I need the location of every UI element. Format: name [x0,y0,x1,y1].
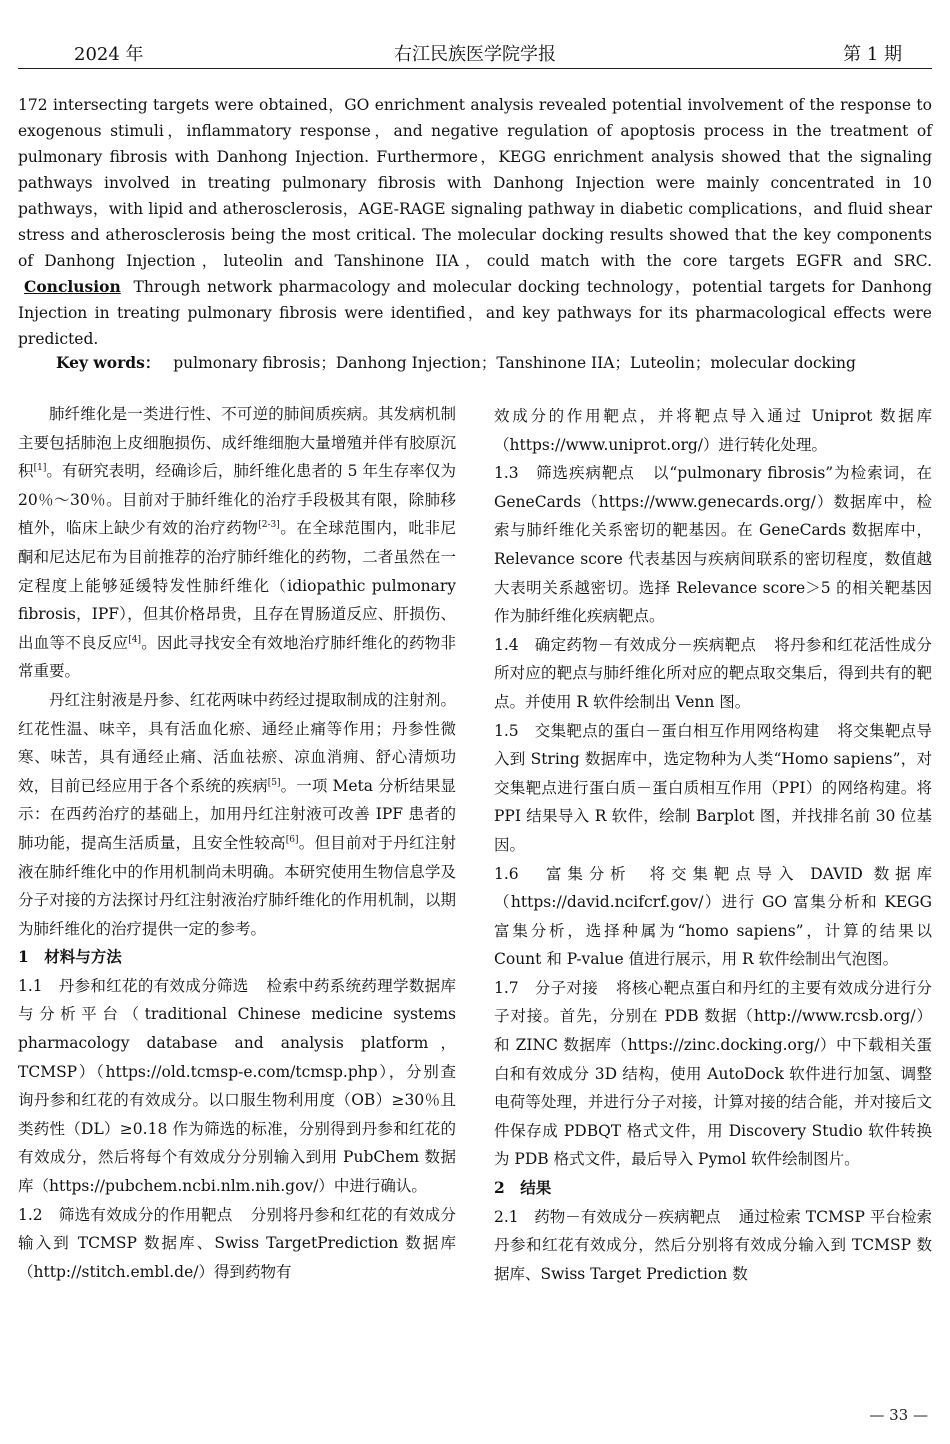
subsection-title: 1.2 筛选有效成分的作用靶点 [18,1205,233,1224]
subsection-title: 1.4 确定药物－有效成分－疾病靶点 [494,635,757,654]
citation-1[interactable]: [1] [33,463,47,474]
subsection-1-5: 1.5 交集靶点的蛋白－蛋白相互作用网络构建 将交集靶点导入到 String 数据库中，选定物种为人类“Homo sapiens”，对交集靶点进行蛋白质－蛋白质相互作用（PPI）的网络构建。将 PPI 结果导入 R 软件，绘制 Barplot 图，并找排名前 30 位基因。 [494,721,932,854]
continued-paragraph: 效成分的作用靶点，并将靶点导入通过 Uniprot 数据库（https://www.uniprot.org/）进行转化处理。 [494,407,932,454]
page-number: — 33 — [869,1406,928,1424]
subsection-1-6: 1.6 富集分析 将交集靶点导入 DAVID 数据库（https://david.ncifcrf.gov/）进行 GO 富集分析和 KEGG 富集分析，选择种属为“homo sapiens”，计算的结果以 Count 和 P-value 值进行展示，用 R 软件绘制出气泡图。 [494,864,932,969]
intro-paragraph-1: 肺纤维化是一类进行性、不可逆的肺间质疾病。其发病机制主要包括肺泡上皮细胞损伤、成纤维细胞大量增殖并伴有胶原沉积[1]。有研究表明，经确诊后，肺纤维化患者的 5 年生存率仅为 20％～30％。目前对于肺纤维化的治疗手段极其有限，除肺移植外，临床上缺少有效的治疗药物[2-3]。在全球范围内，吡非尼酮和尼达尼布为目前推荐的治疗肺纤维化的药物，二者虽然在一定程度上能够延缓特发性肺纤维化（idiopathic pulmonary fibrosis，IPF），但其价格昂贵，且存在胃肠道反应、肝损伤、出血等不良反应[4]。因此寻找安全有效地治疗肺纤维化的药物非常重要。 [18,405,456,681]
subsection-title: 1.5 交集靶点的蛋白－蛋白相互作用网络构建 [494,721,820,740]
section-heading-methods: 1 材料与方法 [18,947,122,967]
abstract-results-text: 172 intersecting targets were obtained，GO enrichment analysis revealed potential involvement of the response to exogenous stimuli，inflammatory response，and negative regulation of apoptosis process in the treatment of pulmonary fibrosis with Danhong Injection. Furthermore，KEGG enrichment analysis showed that the signaling pathways involved in treating pulmonary fibrosis with Danhong Injection were mainly concentrated in 10 pathways，with lipid and atherosclerosis，AGE-RAGE signaling pathway in diabetic complications，and fluid shear stress and atherosclerosis being the most critical. The molecular docking results showed that the key components of Danhong Injection，luteolin and Tanshinone IIA，could match with the core targets EGFR and SRC. [18,96,932,270]
citation-4[interactable]: [4] [128,634,141,645]
header-year: 2024 年 [74,44,144,65]
subsection-title: 2.1 药物－有效成分－疾病靶点 [494,1207,721,1226]
citation-6[interactable]: [6] [285,834,299,845]
left-column [18,400,456,1286]
citation-5[interactable]: [5] [267,777,281,788]
subsection-2-1: 2.1 药物－有效成分－疾病靶点 通过检索 TCMSP 平台检索丹参和红花有效成分，然后分别将有效成分输入到 TCMSP 数据库、Swiss Target Prediction 数 [494,1207,932,1283]
keywords-line [56,350,856,376]
subsection-title: 1.1 丹参和红花的有效成分筛选 [18,976,249,995]
subsection-title: 1.6 富集分析 [494,864,632,883]
subsection-1-3: 1.3 筛选疾病靶点 以“pulmonary fibrosis”为检索词，在 GeneCards（https://www.genecards.org/）数据库中，检索与肺纤维化关系密切的靶基因。在 GeneCards 数据库中，Relevance score 代表基因与疾病间联系的密切程度，数值越大表明关系越密切。选择 Relevance score＞5 的相关靶基因作为肺纤维化疾病靶点。 [494,464,932,626]
conclusion-label: Conclusion [24,277,121,296]
header-issue: 第 1 期 [843,44,902,65]
keywords-label: Key words： [56,353,161,372]
subsection-title: 1.3 筛选疾病靶点 [494,464,635,483]
header-journal-title: 右江民族医学院学报 [394,44,556,65]
subsection-1-2: 1.2 筛选有效成分的作用靶点 分别将丹参和红花的有效成分输入到 TCMSP 数据库、Swiss TargetPrediction 数据库（http://stitch.embl.de/）得到药物有 [18,1205,456,1281]
keywords-list: pulmonary fibrosis；Danhong Injection；Tanshinone IIA；Luteolin；molecular docking [173,354,856,372]
citation-2-3[interactable]: [2-3] [258,520,280,531]
right-column [494,402,932,1288]
subsection-1-4: 1.4 确定药物－有效成分－疾病靶点 将丹参和红花活性成分所对应的靶点与肺纤维化所对应的靶点取交集后，得到共有的靶点。并使用 R 软件绘制出 Venn 图。 [494,635,932,711]
subsection-1-7: 1.7 分子对接 将核心靶点蛋白和丹红的主要有效成分进行分子对接。首先，分别在 PDB 数据（http://www.rcsb.org/）和 ZINC 数据库（https://zinc.docking.org/）中下载相关蛋白和有效成分 3D 结构，使用 AutoDock 软件进行加氢、调整电荷等处理，并进行分子对接，计算对接的结合能，并对接后文件保存成 PDBQT 格式文件，用 Discovery Studio 软件转换为 PDB 格式文件，最后导入 Pymol 软件绘制图片。 [494,978,932,1169]
subsection-title: 1.7 分子对接 [494,978,599,997]
running-header [18,36,932,69]
section-heading-results: 2 结果 [494,1178,552,1198]
subsection-1-1: 1.1 丹参和红花的有效成分筛选 检索中药系统药理学数据库与分析平台（traditional Chinese medicine systems pharmacology database and analysis platform，TCMSP）（https://old.tcmsp-e.com/tcmsp.php），分别查询丹参和红花的有效成分。以口服生物利用度（OB）≥30％且类药性（DL）≥0.18 作为筛选的标准，分别得到丹参和红花的有效成分，然后将每个有效成分分别输入到用 PubChem 数据库（https://pubchem.ncbi.nlm.nih.gov/）中进行确认。 [18,976,456,1196]
intro-paragraph-2: 丹红注射液是丹参、红花两味中药经过提取制成的注射剂。红花性温、味辛，具有活血化瘀、通经止痛等作用；丹参性微寒、味苦，具有通经止痛、活血祛瘀、凉血消痈、舒心清烦功效，目前已经应用于各个系统的疾病[5]。一项 Meta 分析结果显示：在西药治疗的基础上，加用丹红注射液可改善 IPF 患者的肺功能，提高生活质量，且安全性较高[6]。但目前对于丹红注射液在肺纤维化中的作用机制尚未明确。本研究使用生物信息学及分子对接的方法探讨丹红注射液治疗肺纤维化的作用机制，以期为肺纤维化的治疗提供一定的参考。 [18,690,456,938]
abstract-block [18,92,932,352]
abstract-conclusion-text: Through network pharmacology and molecular docking technology，potential targets for Danhong Injection in treating pulmonary fibrosis were identified，and key pathways for its pharmacological effects were predicted. [18,278,932,348]
